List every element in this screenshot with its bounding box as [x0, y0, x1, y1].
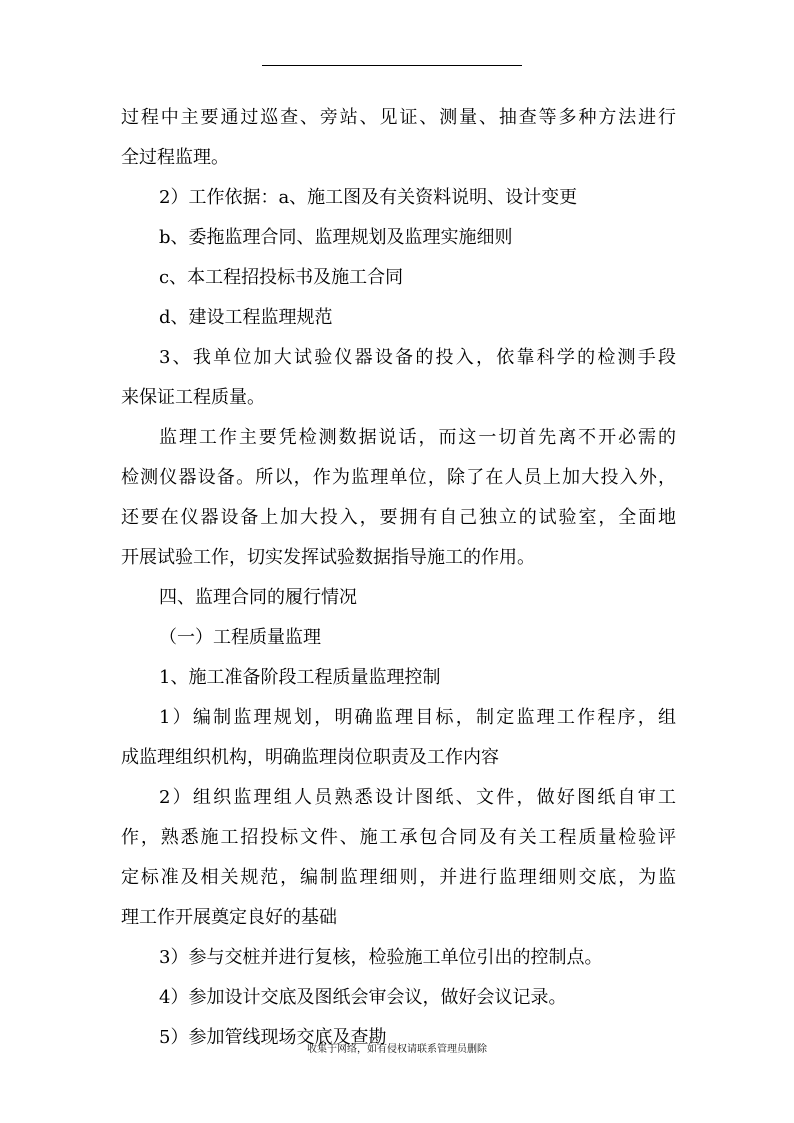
paragraph-line: 理工作开展奠定良好的基础 [121, 907, 337, 928]
paragraph-line: 全过程监理。 [121, 147, 229, 168]
page-footer: 收集于网络，如有侵权请联系管理员删除 [307, 1044, 487, 1055]
paragraph-line: 来保证工程质量。 [121, 387, 265, 408]
paragraph-line: 4）参加设计交底及图纸会审会议，做好会议记录。 [159, 987, 567, 1008]
paragraph-line: 2）工作依据：a、施工图及有关资料说明、设计变更 [159, 187, 578, 208]
paragraph-line: b、委拖监理合同、监理规划及监理实施细则 [159, 227, 513, 248]
paragraph-line: 成监理组织机构，明确监理岗位职责及工作内容 [121, 747, 499, 768]
paragraph-line: c、本工程招投标书及施工合同 [159, 267, 404, 288]
paragraph-line: 3）参与交桩并进行复核，检验施工单位引出的控制点。 [159, 947, 603, 968]
paragraph-line: 监理工作主要凭检测数据说话，而这一切首先离不开必需的 [159, 427, 676, 448]
paragraph-line: 定标准及相关规范，编制监理细则，并进行监理细则交底，为监 [121, 867, 676, 888]
paragraph-line: 过程中主要通过巡查、旁站、见证、测量、抽查等多种方法进行 [121, 107, 676, 128]
section-heading: 四、监理合同的履行情况 [159, 587, 357, 608]
paragraph-line: 作，熟悉施工招投标文件、施工承包合同及有关工程质量检验评 [121, 827, 676, 848]
document-body [121, 98, 676, 1058]
paragraph-line: 检测仪器设备。所以，作为监理单位，除了在人员上加大投入外， [121, 467, 676, 488]
paragraph-line: 2）组织监理组人员熟悉设计图纸、文件，做好图纸自审工 [159, 787, 676, 808]
item-heading: 1、施工准备阶段工程质量监理控制 [159, 667, 441, 688]
paragraph-line: 3、我单位加大试验仪器设备的投入，依靠科学的检测手段 [159, 347, 676, 368]
paragraph-line: d、建设工程监理规范 [159, 307, 333, 328]
paragraph-line: 1）编制监理规划，明确监理目标，制定监理工作程序，组 [159, 707, 676, 728]
paragraph-line: 5）参加管线现场交底及查勘 [159, 1027, 387, 1048]
paragraph-line: 还要在仪器设备上加大投入，要拥有自己独立的试验室，全面地 [121, 507, 676, 528]
subsection-heading: （一）工程质量监理 [159, 627, 321, 648]
paragraph-line: 开展试验工作，切实发挥试验数据指导施工的作用。 [121, 547, 535, 568]
header-rule [262, 65, 522, 66]
